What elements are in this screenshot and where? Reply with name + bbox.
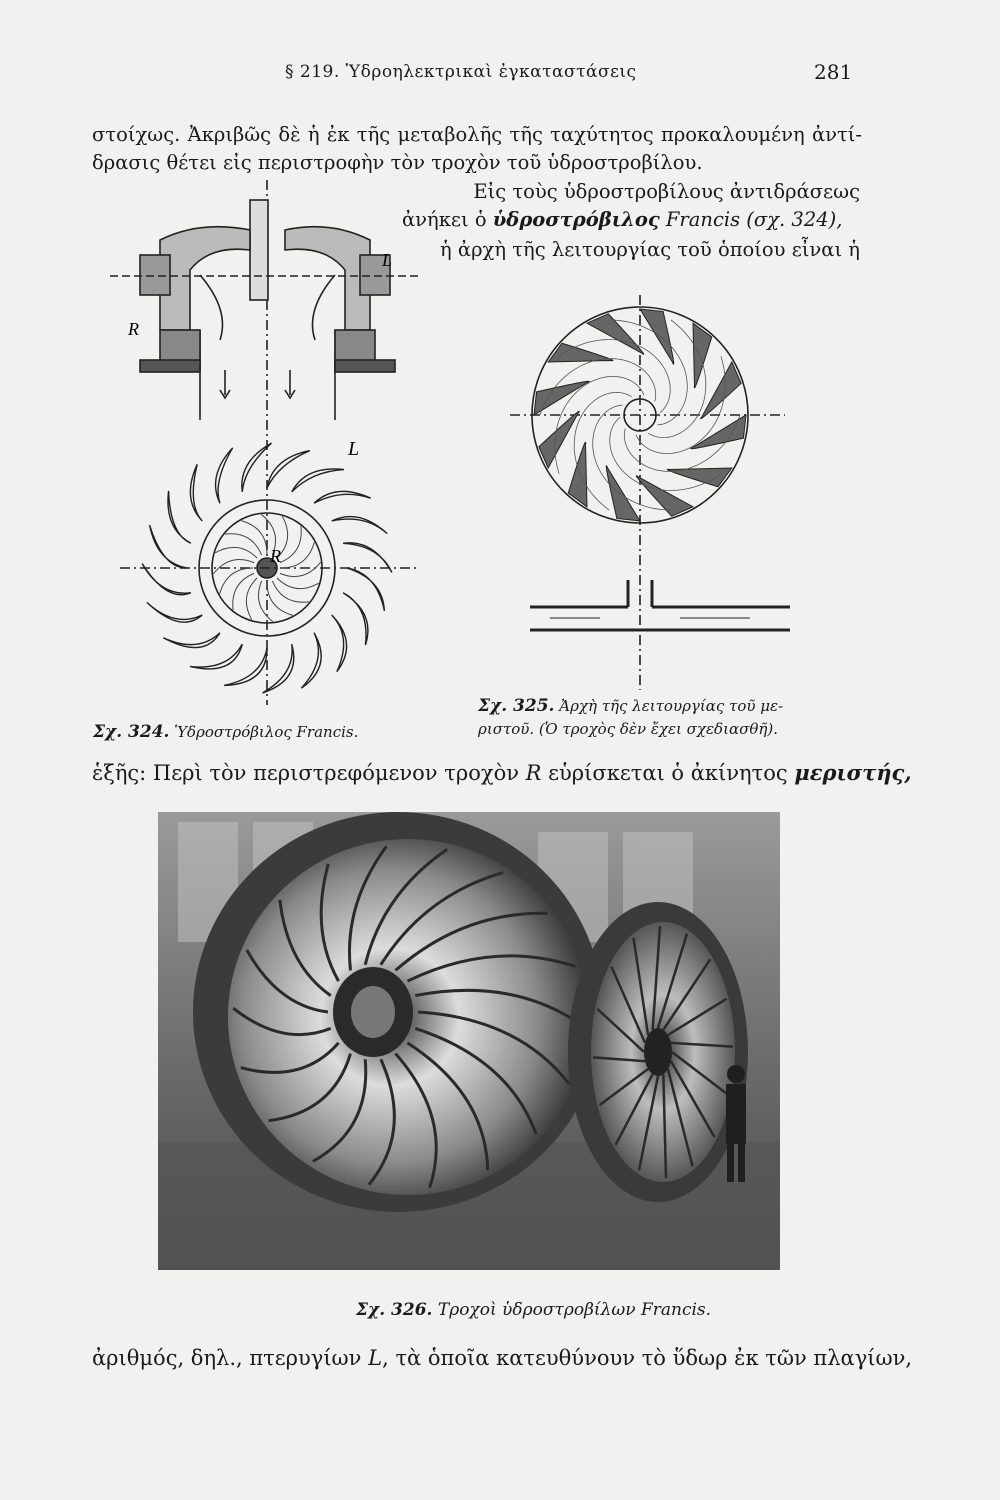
section-title: § 219. Ὑδροηλεκτρικαὶ ἐγκαταστάσεις	[285, 62, 637, 82]
distributor-blade	[640, 309, 674, 364]
right-column-line-2-pre: ἀνήκει ὁ	[402, 208, 493, 231]
fig-325-caption	[478, 696, 783, 716]
runner-blade	[280, 562, 321, 576]
fig-326-photo-art	[158, 812, 780, 1270]
fig-324-mark-R-top: R	[128, 319, 139, 339]
right-column-line-1: Εἰς τοὺς ὑδροστροβίλους ἀντιδράσεως	[473, 180, 860, 203]
runner-blade	[220, 568, 253, 594]
fig-324-mark-R: R	[270, 546, 281, 566]
fig-326-caption	[356, 1300, 711, 1320]
body-line-last-post: , τὰ ὁποῖα κατευθύνουν τὸ ὕδωρ ἐκ τῶν πλαγίων,	[382, 1346, 913, 1370]
body-line-2: δρασις θέτει εἰς περιστροφὴν τὸν τροχὸν τοῦ ὑδροστροβίλου.	[92, 151, 703, 174]
guide-vane	[314, 491, 371, 503]
runner-blade	[233, 573, 254, 610]
guide-vane	[332, 615, 347, 672]
runner-blade	[213, 559, 254, 573]
page-number: 281	[814, 60, 853, 84]
fig-325-caption-line1: Ἀρχὴ τῆς λειτουργίας τοῦ με-	[559, 697, 784, 715]
fig-324-drawing	[100, 180, 430, 720]
fig-324-label: Σχ. 324.	[93, 722, 170, 742]
term-francis-turbine: ὑδροστρόβιλος	[492, 208, 660, 231]
guide-vane	[168, 491, 191, 543]
guide-vane	[216, 448, 233, 503]
guide-vane	[332, 517, 387, 534]
fig-325-drawing	[490, 285, 830, 695]
fig-325-label: Σχ. 325.	[478, 696, 555, 716]
runner-blade	[277, 578, 319, 589]
body-line-1: στοίχως. Ἀκριβῶς δὲ ἡ ἐκ τῆς μεταβολῆς τῆς ταχύτητος προκαλουμένη ἀντί-	[92, 123, 862, 146]
guide-vane	[224, 648, 267, 685]
fig-326-photograph	[158, 812, 780, 1270]
runner-blade	[281, 542, 314, 568]
runner-blade	[241, 521, 267, 554]
guide-vane	[301, 633, 321, 688]
guide-vane	[343, 593, 368, 645]
guide-vane	[150, 525, 187, 568]
fig-325-caption-line2: ριστοῦ. (Ὁ τροχὸς δὲν ἔχει σχεδιασθῆ).	[478, 720, 778, 738]
right-column-line-2	[402, 206, 860, 233]
body-line-last-pre: ἀριθμός, δηλ., πτερυγίων	[92, 1346, 369, 1370]
fig-326-label: Σχ. 326.	[356, 1300, 433, 1320]
fig-324-caption	[93, 722, 358, 742]
fig-324-mark-L: L	[348, 438, 360, 460]
guide-vane	[292, 469, 344, 492]
runner-blade	[280, 526, 301, 563]
guide-vane	[163, 633, 220, 648]
fig-326-caption-text: Τροχοὶ ὑδροστροβίλων Francis.	[437, 1300, 712, 1320]
term-distributor: μεριστής,	[794, 760, 912, 785]
runner-blade	[258, 581, 272, 622]
body-line-mid-R: R	[525, 761, 542, 785]
runner-blade	[225, 534, 262, 555]
body-line-mid-post: εὑρίσκεται ὁ ἀκίνητος	[541, 761, 795, 785]
fig-324-mark-L-top: L	[382, 250, 393, 270]
runner-blade	[246, 578, 257, 620]
body-line-last	[92, 1344, 913, 1372]
runner-blade	[215, 547, 257, 558]
distributor-blade	[606, 466, 640, 521]
body-line-mid-pre: ἑξῆς: Περὶ τὸν περιστρεφόμενον τροχὸν	[92, 761, 526, 785]
runner-blade	[272, 581, 309, 602]
body-line-mid	[92, 760, 912, 786]
guide-vane	[190, 464, 202, 521]
running-header	[0, 62, 1000, 90]
right-column-line-2-post: Francis (σχ. 324),	[659, 208, 843, 231]
guide-vane	[347, 568, 384, 611]
right-column-line-3: ἡ ἀρχὴ τῆς λειτουργίας τοῦ ὁποίου εἶναι ἡ	[440, 238, 860, 261]
body-line-last-L: L	[368, 1346, 383, 1370]
runner-blade	[267, 582, 293, 615]
fig-324-caption-text: Ὑδροστρόβιλος Francis.	[174, 723, 359, 741]
guide-vane	[147, 602, 202, 622]
